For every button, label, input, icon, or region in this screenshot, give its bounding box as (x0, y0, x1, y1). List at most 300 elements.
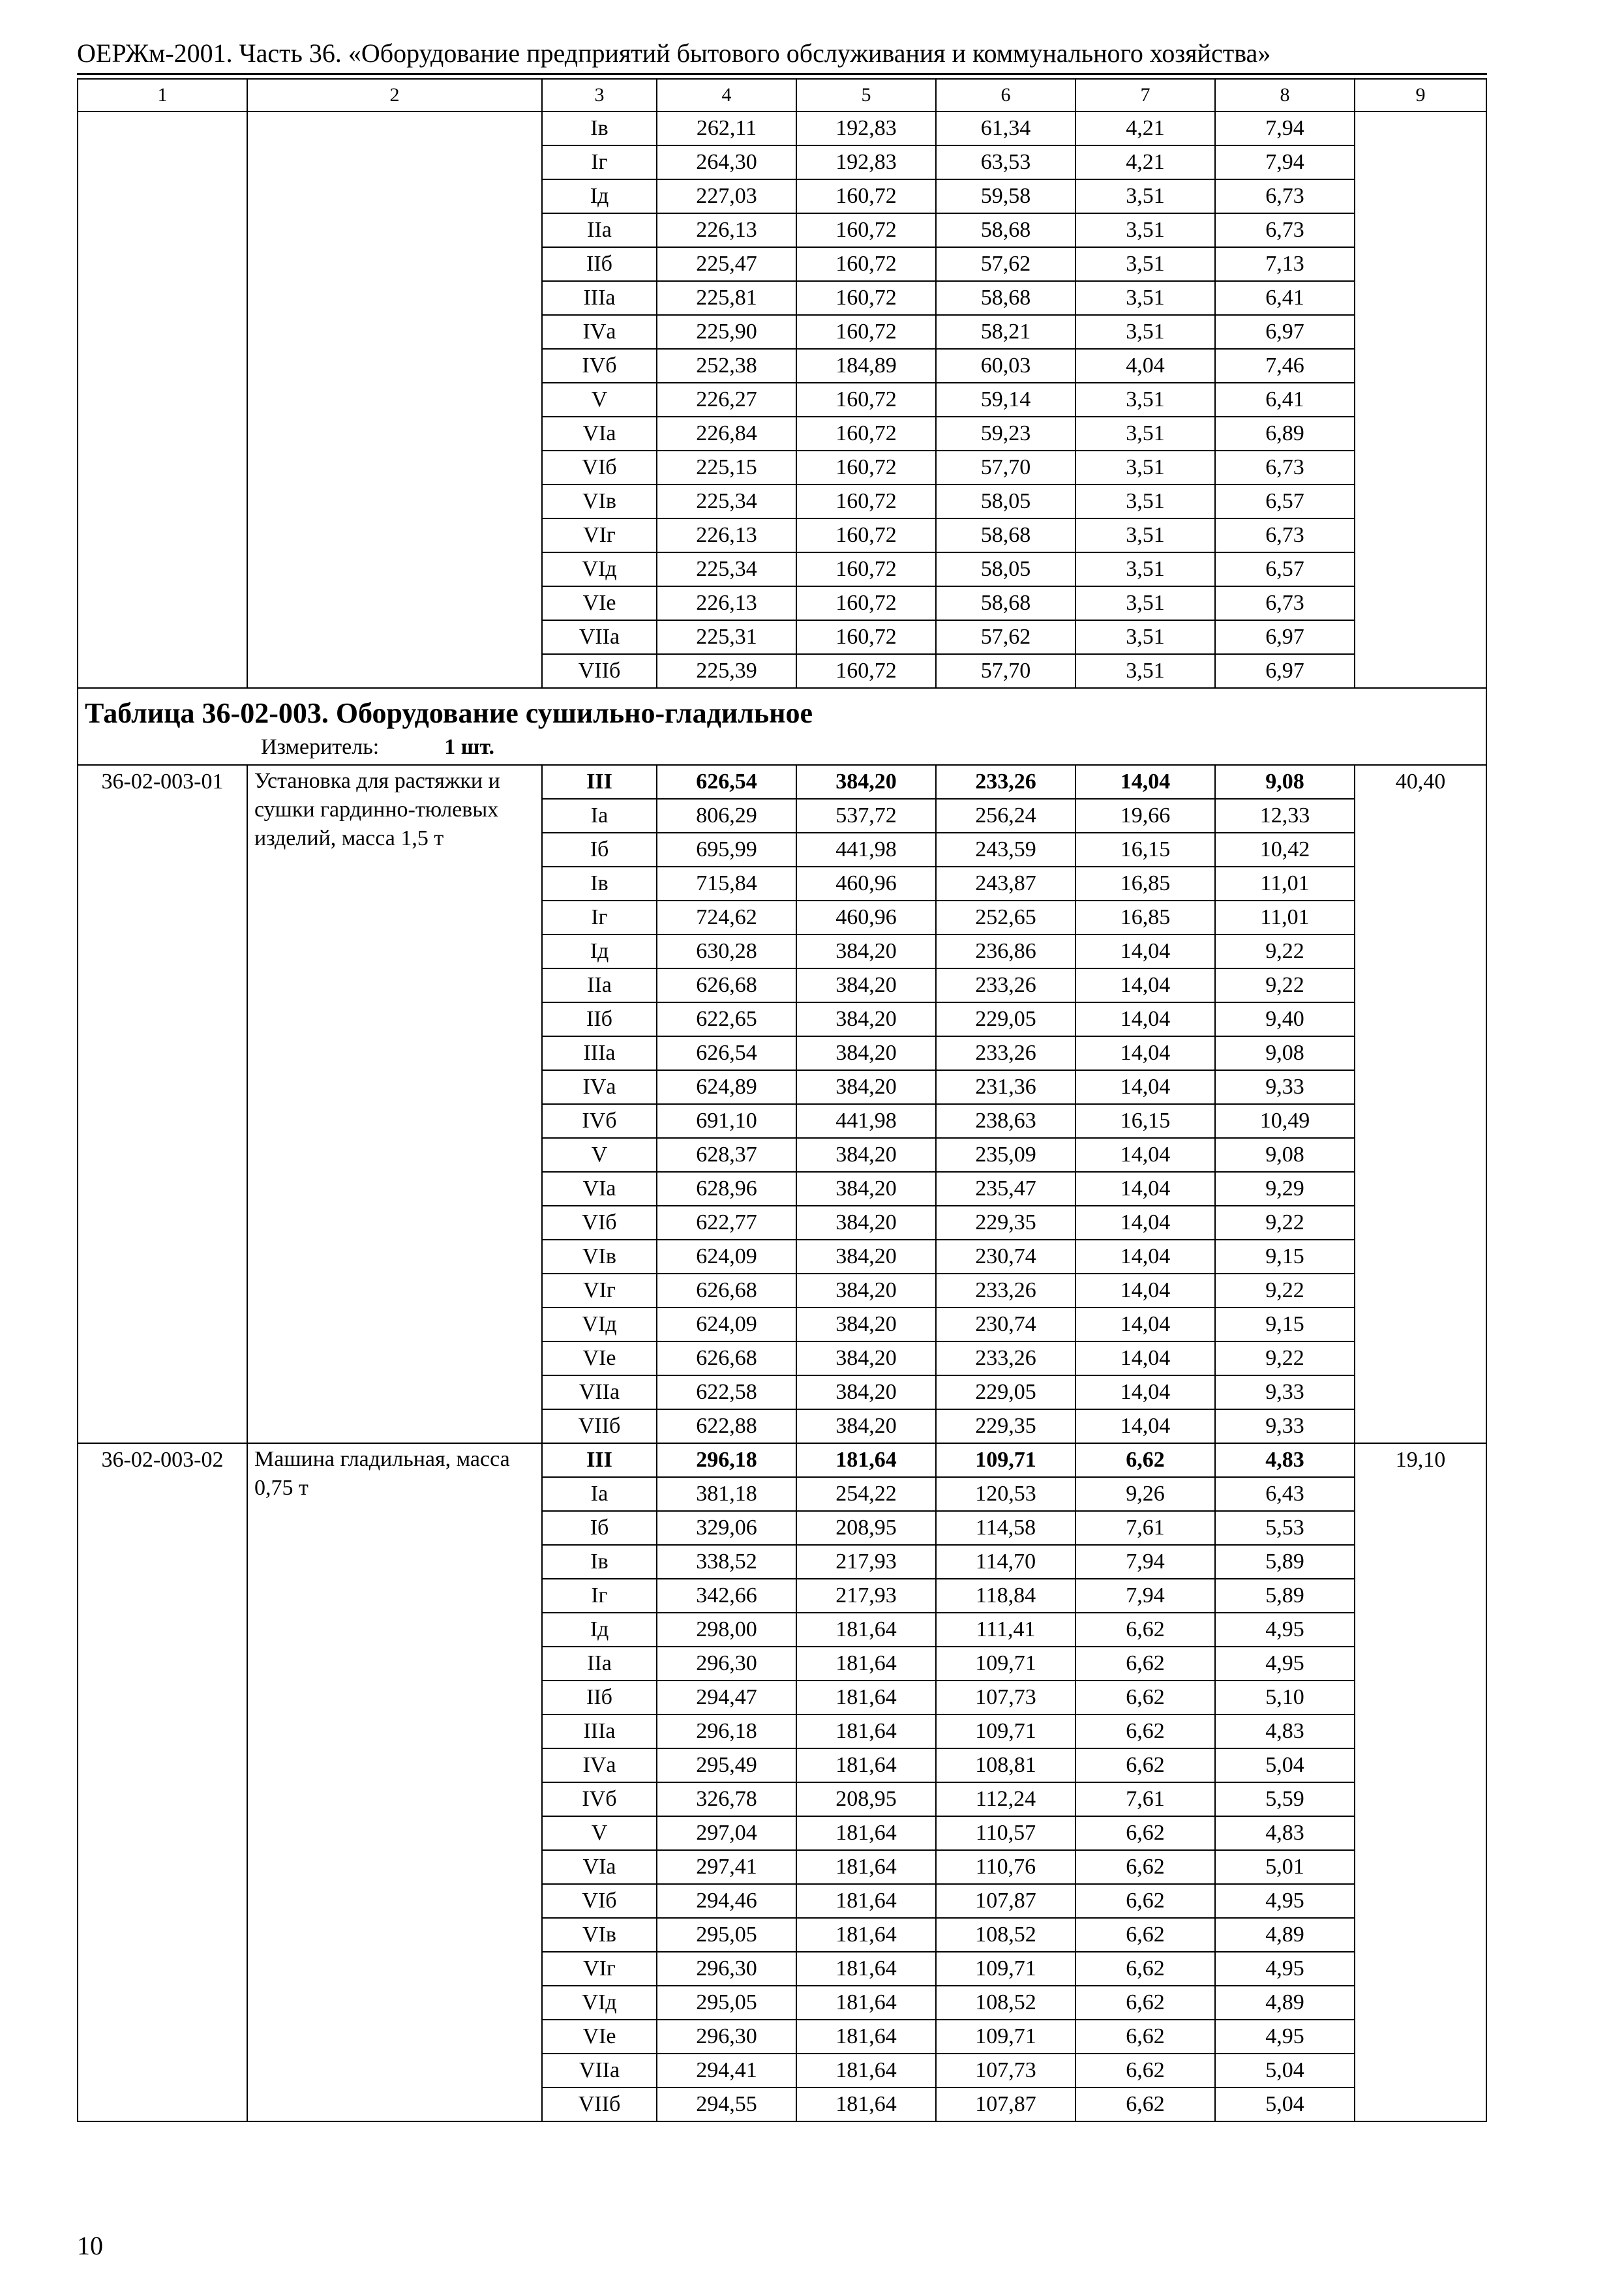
value-cell: 243,87 (936, 867, 1075, 901)
value-cell: 460,96 (796, 867, 936, 901)
value-cell: 626,54 (657, 765, 796, 799)
value-cell: 14,04 (1075, 1308, 1215, 1341)
table-title: Таблица 36-02-003. Оборудование сушильно-гладильное (85, 697, 813, 729)
value-cell: 14,04 (1075, 765, 1215, 799)
value-cell: 5,10 (1215, 1681, 1355, 1714)
zone-cell: VIб (542, 1206, 657, 1240)
zone-cell: VIв (542, 485, 657, 518)
zone-cell: VIIа (542, 1375, 657, 1409)
zone-cell: Iв (542, 112, 657, 145)
zone-cell: III (542, 1443, 657, 1477)
table-row (78, 1443, 1486, 1477)
value-cell: 6,97 (1215, 315, 1355, 349)
price-table (77, 78, 1487, 2122)
value-cell: 342,66 (657, 1579, 796, 1613)
value-cell: 5,53 (1215, 1511, 1355, 1545)
item-name: Установка для растяжки и сушки гардинно-тюлевых изделий, масса 1,5 т (247, 765, 542, 1443)
value-cell: 329,06 (657, 1511, 796, 1545)
value-cell: 384,20 (796, 1172, 936, 1206)
value-cell: 326,78 (657, 1782, 796, 1816)
zone-cell: Iг (542, 1579, 657, 1613)
value-cell: 14,04 (1075, 1036, 1215, 1070)
value-cell: 384,20 (796, 1206, 936, 1240)
value-cell: 225,39 (657, 654, 796, 688)
table-row (78, 765, 1486, 799)
value-cell: 16,85 (1075, 901, 1215, 935)
zone-cell: VIв (542, 1240, 657, 1274)
value-cell: 691,10 (657, 1104, 796, 1138)
header-rule (77, 73, 1487, 75)
value-cell: 9,22 (1215, 1274, 1355, 1308)
value-cell: 622,77 (657, 1206, 796, 1240)
zone-cell: Iв (542, 1545, 657, 1579)
zone-cell: VIIб (542, 1409, 657, 1443)
zone-cell: IIа (542, 213, 657, 247)
value-cell: 6,57 (1215, 485, 1355, 518)
value-cell: 14,04 (1075, 1070, 1215, 1104)
zone-cell: Iг (542, 901, 657, 935)
column-number: 4 (657, 79, 796, 112)
value-cell: 57,62 (936, 247, 1075, 281)
value-cell: 6,62 (1075, 1748, 1215, 1782)
value-cell: 384,20 (796, 968, 936, 1002)
value-cell: 192,83 (796, 112, 936, 145)
value-cell: 626,68 (657, 1341, 796, 1375)
value-cell: 181,64 (796, 1443, 936, 1477)
value-cell: 235,09 (936, 1138, 1075, 1172)
value-cell: 296,18 (657, 1714, 796, 1748)
zone-cell: VIд (542, 1986, 657, 2020)
value-cell: 7,13 (1215, 247, 1355, 281)
value-cell: 225,81 (657, 281, 796, 315)
value-cell: 225,90 (657, 315, 796, 349)
value-cell: 9,15 (1215, 1240, 1355, 1274)
value-cell: 217,93 (796, 1545, 936, 1579)
value-cell: 624,09 (657, 1240, 796, 1274)
value-cell: 6,62 (1075, 1952, 1215, 1986)
value-cell: 160,72 (796, 417, 936, 451)
zone-cell: VIIб (542, 654, 657, 688)
zone-cell: IVб (542, 1104, 657, 1138)
value-cell: 181,64 (796, 1986, 936, 2020)
value-cell: 622,65 (657, 1002, 796, 1036)
value-cell: 181,64 (796, 1714, 936, 1748)
value-cell: 338,52 (657, 1545, 796, 1579)
value-cell: 6,73 (1215, 179, 1355, 213)
value-cell: 384,20 (796, 1274, 936, 1308)
value-cell: 14,04 (1075, 1138, 1215, 1172)
value-cell: 384,20 (796, 1308, 936, 1341)
table-row (78, 112, 1486, 145)
value-cell: 107,73 (936, 1681, 1075, 1714)
value-cell: 9,15 (1215, 1308, 1355, 1341)
value-cell: 181,64 (796, 1952, 936, 1986)
value-cell: 297,04 (657, 1816, 796, 1850)
value-cell: 6,62 (1075, 1647, 1215, 1681)
value-cell: 5,89 (1215, 1545, 1355, 1579)
value-cell: 4,95 (1215, 1647, 1355, 1681)
zone-cell: VIд (542, 1308, 657, 1341)
value-cell: 5,04 (1215, 2054, 1355, 2087)
value-cell: 3,51 (1075, 451, 1215, 485)
value-cell: 3,51 (1075, 485, 1215, 518)
value-cell: 4,04 (1075, 349, 1215, 383)
value-cell: 225,47 (657, 247, 796, 281)
value-cell: 181,64 (796, 1816, 936, 1850)
value-cell: 381,18 (657, 1477, 796, 1511)
value-cell: 107,87 (936, 1884, 1075, 1918)
value-cell: 9,22 (1215, 968, 1355, 1002)
zone-cell: VIг (542, 1952, 657, 1986)
value-cell: 10,42 (1215, 833, 1355, 867)
value-cell: 160,72 (796, 485, 936, 518)
zone-cell: VIе (542, 1341, 657, 1375)
value-cell: 3,51 (1075, 586, 1215, 620)
value-cell: 192,83 (796, 145, 936, 179)
value-cell: 226,13 (657, 586, 796, 620)
value-cell: 181,64 (796, 2087, 936, 2121)
value-cell: 7,94 (1075, 1545, 1215, 1579)
value-cell: 16,85 (1075, 867, 1215, 901)
value-cell: 256,24 (936, 799, 1075, 833)
zone-cell: VIб (542, 1884, 657, 1918)
zone-cell: Iд (542, 179, 657, 213)
value-cell: 109,71 (936, 1714, 1075, 1748)
value-cell: 441,98 (796, 833, 936, 867)
value-cell: 9,33 (1215, 1409, 1355, 1443)
value-cell: 7,61 (1075, 1511, 1215, 1545)
zone-cell: Iб (542, 833, 657, 867)
value-cell: 4,95 (1215, 1952, 1355, 1986)
value-cell: 806,29 (657, 799, 796, 833)
value-cell: 624,09 (657, 1308, 796, 1341)
value-cell: 19,66 (1075, 799, 1215, 833)
value-cell: 109,71 (936, 2020, 1075, 2054)
value-cell: 14,04 (1075, 1002, 1215, 1036)
value-cell: 294,55 (657, 2087, 796, 2121)
zone-cell: IIа (542, 968, 657, 1002)
value-cell: 4,83 (1215, 1443, 1355, 1477)
value-cell: 61,34 (936, 112, 1075, 145)
value-cell: 9,22 (1215, 935, 1355, 968)
value-cell: 4,89 (1215, 1918, 1355, 1952)
value-cell: 230,74 (936, 1240, 1075, 1274)
value-cell: 233,26 (936, 968, 1075, 1002)
value-cell: 3,51 (1075, 213, 1215, 247)
value-cell: 622,88 (657, 1409, 796, 1443)
value-cell: 108,81 (936, 1748, 1075, 1782)
value-cell: 628,37 (657, 1138, 796, 1172)
value-cell: 160,72 (796, 552, 936, 586)
value-cell: 460,96 (796, 901, 936, 935)
value-cell: 9,08 (1215, 1138, 1355, 1172)
item-col9: 19,10 (1355, 1443, 1486, 2121)
value-cell: 715,84 (657, 867, 796, 901)
value-cell: 6,62 (1075, 2020, 1215, 2054)
value-cell: 58,05 (936, 485, 1075, 518)
value-cell: 7,46 (1215, 349, 1355, 383)
zone-cell: VIа (542, 417, 657, 451)
value-cell: 160,72 (796, 654, 936, 688)
value-cell: 181,64 (796, 1748, 936, 1782)
value-cell: 231,36 (936, 1070, 1075, 1104)
value-cell: 295,05 (657, 1986, 796, 2020)
value-cell: 264,30 (657, 145, 796, 179)
zone-cell: Iд (542, 935, 657, 968)
value-cell: 6,62 (1075, 1986, 1215, 2020)
value-cell: 229,35 (936, 1409, 1075, 1443)
zone-cell: Iа (542, 1477, 657, 1511)
value-cell: 4,21 (1075, 145, 1215, 179)
value-cell: 384,20 (796, 1002, 936, 1036)
value-cell: 225,15 (657, 451, 796, 485)
value-cell: 160,72 (796, 247, 936, 281)
value-cell: 233,26 (936, 1036, 1075, 1070)
zone-cell: IIIа (542, 1036, 657, 1070)
value-cell: 4,83 (1215, 1816, 1355, 1850)
value-cell: 4,83 (1215, 1714, 1355, 1748)
zone-cell: Iб (542, 1511, 657, 1545)
zone-cell: VIа (542, 1172, 657, 1206)
value-cell: 6,41 (1215, 281, 1355, 315)
value-cell: 626,68 (657, 1274, 796, 1308)
value-cell: 118,84 (936, 1579, 1075, 1613)
value-cell: 225,34 (657, 552, 796, 586)
item-code: 36-02-003-01 (78, 765, 247, 1443)
column-number: 2 (247, 79, 542, 112)
value-cell: 628,96 (657, 1172, 796, 1206)
value-cell: 160,72 (796, 451, 936, 485)
column-number: 1 (78, 79, 247, 112)
value-cell: 626,54 (657, 1036, 796, 1070)
value-cell: 59,58 (936, 179, 1075, 213)
value-cell: 11,01 (1215, 901, 1355, 935)
value-cell: 6,62 (1075, 1443, 1215, 1477)
value-cell: 3,51 (1075, 315, 1215, 349)
value-cell: 57,70 (936, 451, 1075, 485)
value-cell: 4,21 (1075, 112, 1215, 145)
value-cell: 724,62 (657, 901, 796, 935)
zone-cell: VIIа (542, 2054, 657, 2087)
value-cell: 384,20 (796, 1240, 936, 1274)
value-cell: 108,52 (936, 1986, 1075, 2020)
value-cell: 10,49 (1215, 1104, 1355, 1138)
value-cell: 58,68 (936, 281, 1075, 315)
value-cell: 5,89 (1215, 1579, 1355, 1613)
zone-cell: IIб (542, 1002, 657, 1036)
zone-cell: IVа (542, 1070, 657, 1104)
value-cell: 217,93 (796, 1579, 936, 1613)
value-cell: 3,51 (1075, 552, 1215, 586)
value-cell: 6,62 (1075, 2054, 1215, 2087)
value-cell: 9,22 (1215, 1206, 1355, 1240)
value-cell: 235,47 (936, 1172, 1075, 1206)
value-cell: 537,72 (796, 799, 936, 833)
value-cell: 236,86 (936, 935, 1075, 968)
value-cell: 262,11 (657, 112, 796, 145)
table-title-row (78, 688, 1486, 765)
zone-cell: V (542, 1138, 657, 1172)
value-cell: 626,68 (657, 968, 796, 1002)
value-cell: 384,20 (796, 765, 936, 799)
value-cell: 14,04 (1075, 968, 1215, 1002)
value-cell: 5,04 (1215, 1748, 1355, 1782)
value-cell: 229,35 (936, 1206, 1075, 1240)
value-cell: 107,87 (936, 2087, 1075, 2121)
value-cell: 58,21 (936, 315, 1075, 349)
value-cell: 9,08 (1215, 1036, 1355, 1070)
value-cell: 184,89 (796, 349, 936, 383)
value-cell: 9,26 (1075, 1477, 1215, 1511)
zone-cell: VIе (542, 2020, 657, 2054)
item-col9: 40,40 (1355, 765, 1486, 1443)
value-cell: 107,73 (936, 2054, 1075, 2087)
value-cell: 181,64 (796, 1884, 936, 1918)
item-name: Машина гладильная, масса 0,75 т (247, 1443, 542, 2121)
value-cell: 114,70 (936, 1545, 1075, 1579)
value-cell: 3,51 (1075, 179, 1215, 213)
value-cell: 181,64 (796, 1850, 936, 1884)
value-cell: 160,72 (796, 281, 936, 315)
value-cell: 160,72 (796, 213, 936, 247)
value-cell: 111,41 (936, 1613, 1075, 1647)
zone-cell: IIб (542, 1681, 657, 1714)
value-cell: 14,04 (1075, 1375, 1215, 1409)
value-cell: 226,27 (657, 383, 796, 417)
zone-cell: IIа (542, 1647, 657, 1681)
value-cell: 160,72 (796, 620, 936, 654)
value-cell: 296,30 (657, 1647, 796, 1681)
table-title-cell (78, 688, 1486, 765)
zone-cell: Iд (542, 1613, 657, 1647)
value-cell: 254,22 (796, 1477, 936, 1511)
value-cell: 384,20 (796, 1375, 936, 1409)
value-cell: 4,95 (1215, 1884, 1355, 1918)
value-cell: 160,72 (796, 586, 936, 620)
value-cell: 9,08 (1215, 765, 1355, 799)
column-number: 6 (936, 79, 1075, 112)
value-cell: 181,64 (796, 2020, 936, 2054)
value-cell: 58,68 (936, 213, 1075, 247)
value-cell: 233,26 (936, 1341, 1075, 1375)
value-cell: 16,15 (1075, 833, 1215, 867)
zone-cell: IVб (542, 349, 657, 383)
value-cell: 160,72 (796, 179, 936, 213)
value-cell: 14,04 (1075, 1172, 1215, 1206)
value-cell: 160,72 (796, 383, 936, 417)
page-header: ОЕРЖм-2001. Часть 36. «Оборудование предприятий бытового обслуживания и коммунального хозяйства» (77, 38, 1271, 68)
value-cell: 5,59 (1215, 1782, 1355, 1816)
value-cell: 6,62 (1075, 2087, 1215, 2121)
value-cell: 226,13 (657, 518, 796, 552)
value-cell: 181,64 (796, 2054, 936, 2087)
value-cell: 208,95 (796, 1511, 936, 1545)
zone-cell: VIIа (542, 620, 657, 654)
meter-line (85, 733, 1479, 762)
value-cell: 295,05 (657, 1918, 796, 1952)
value-cell: 622,58 (657, 1375, 796, 1409)
value-cell: 9,33 (1215, 1375, 1355, 1409)
value-cell: 59,23 (936, 417, 1075, 451)
value-cell: 109,71 (936, 1443, 1075, 1477)
column-number: 5 (796, 79, 936, 112)
page-number: 10 (77, 2231, 103, 2260)
meter-label: Измеритель: (261, 735, 380, 759)
value-cell: 294,41 (657, 2054, 796, 2087)
value-cell: 3,51 (1075, 383, 1215, 417)
column-number: 8 (1215, 79, 1355, 112)
zone-cell: IIIа (542, 1714, 657, 1748)
value-cell: 4,95 (1215, 1613, 1355, 1647)
value-cell: 296,30 (657, 1952, 796, 1986)
value-cell: 58,68 (936, 518, 1075, 552)
value-cell: 243,59 (936, 833, 1075, 867)
value-cell: 4,89 (1215, 1986, 1355, 2020)
value-cell: 14,04 (1075, 935, 1215, 968)
column-number-row (78, 79, 1486, 112)
value-cell: 109,71 (936, 1647, 1075, 1681)
value-cell: 6,62 (1075, 1681, 1215, 1714)
zone-cell: IVа (542, 315, 657, 349)
value-cell: 252,38 (657, 349, 796, 383)
value-cell: 14,04 (1075, 1240, 1215, 1274)
zone-cell: VIг (542, 518, 657, 552)
value-cell: 384,20 (796, 1036, 936, 1070)
meter-unit: 1 шт. (444, 735, 495, 759)
value-cell: 233,26 (936, 765, 1075, 799)
value-cell: 227,03 (657, 179, 796, 213)
value-cell: 384,20 (796, 1070, 936, 1104)
value-cell: 3,51 (1075, 518, 1215, 552)
value-cell: 9,40 (1215, 1002, 1355, 1036)
value-cell: 181,64 (796, 1918, 936, 1952)
value-cell: 238,63 (936, 1104, 1075, 1138)
value-cell: 58,05 (936, 552, 1075, 586)
value-cell: 6,97 (1215, 654, 1355, 688)
value-cell: 384,20 (796, 1138, 936, 1172)
value-cell: 11,01 (1215, 867, 1355, 901)
column-number: 9 (1355, 79, 1486, 112)
zone-cell: IIIа (542, 281, 657, 315)
value-cell: 16,15 (1075, 1104, 1215, 1138)
value-cell: 6,62 (1075, 1714, 1215, 1748)
value-cell: 3,51 (1075, 620, 1215, 654)
value-cell: 6,41 (1215, 383, 1355, 417)
value-cell: 14,04 (1075, 1206, 1215, 1240)
zone-cell: Iг (542, 145, 657, 179)
value-cell: 6,62 (1075, 1613, 1215, 1647)
value-cell: 14,04 (1075, 1341, 1215, 1375)
value-cell: 296,18 (657, 1443, 796, 1477)
value-cell: 229,05 (936, 1375, 1075, 1409)
value-cell: 384,20 (796, 935, 936, 968)
zone-cell: VIг (542, 1274, 657, 1308)
col9-cell (1355, 112, 1486, 688)
value-cell: 7,61 (1075, 1782, 1215, 1816)
value-cell: 230,74 (936, 1308, 1075, 1341)
value-cell: 7,94 (1215, 145, 1355, 179)
value-cell: 297,41 (657, 1850, 796, 1884)
zone-cell: VIв (542, 1918, 657, 1952)
value-cell: 3,51 (1075, 247, 1215, 281)
value-cell: 60,03 (936, 349, 1075, 383)
value-cell: 441,98 (796, 1104, 936, 1138)
item-code: 36-02-003-02 (78, 1443, 247, 2121)
zone-cell: VIе (542, 586, 657, 620)
value-cell: 110,57 (936, 1816, 1075, 1850)
value-cell: 110,76 (936, 1850, 1075, 1884)
value-cell: 225,34 (657, 485, 796, 518)
